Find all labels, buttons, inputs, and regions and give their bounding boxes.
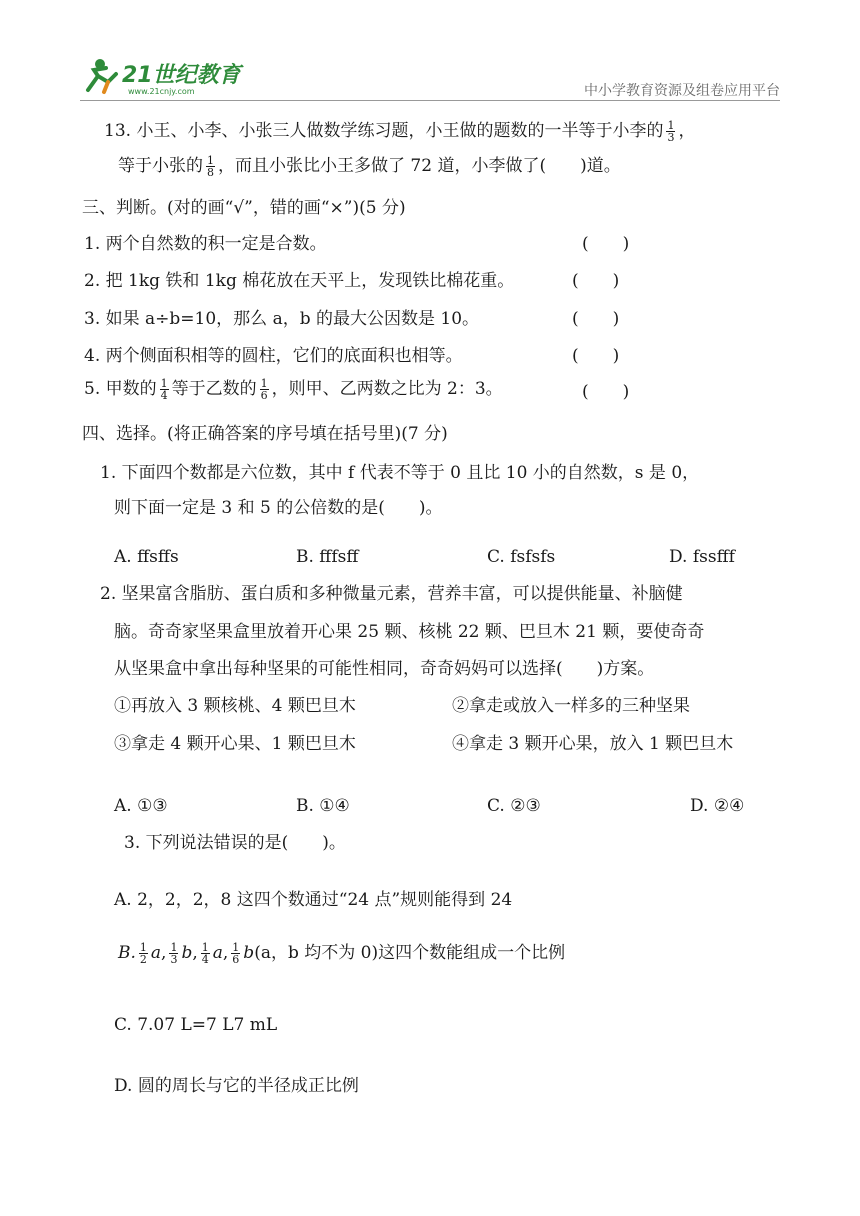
choice2-option-c[interactable]: C. ②③ — [487, 796, 541, 816]
choice3-option-b[interactable]: B. $\frac{1}{2}$ a, $\frac{1}{3}$ b, $\frac{1}{4}$ a, $\frac{1}{6}$ b(a，b 均不为 0)这四个数能组成一个比例 — [118, 941, 566, 966]
choice2-plan-2: ②拿走或放入一样多的三种坚果 — [452, 696, 690, 716]
fraction: $\frac{1}{4}$ — [201, 941, 209, 966]
section3-heading: 三、判断。(对的画“√”，错的画“×”)(5 分) — [82, 198, 406, 218]
judge-blank-1[interactable]: ( ) — [582, 234, 630, 254]
choice3-stem: 3. 下列说法错误的是( )。 — [124, 833, 346, 853]
choice1-line2: 则下面一定是 3 和 5 的公倍数的是( )。 — [114, 498, 443, 518]
header-divider — [80, 100, 780, 101]
fraction: $\frac{1}{6}$ — [232, 941, 240, 966]
choice2-line2: 脑。奇奇家坚果盒里放着开心果 25 颗、核桃 22 颗、巴旦木 21 颗，要使奇奇 — [114, 622, 705, 642]
choice1-option-b[interactable]: B. fffsff — [296, 547, 359, 567]
choice1-line1: 1. 下面四个数都是六位数，其中 f 代表不等于 0 且比 10 小的自然数，s 是 0， — [100, 463, 700, 483]
runner-logo-icon — [80, 52, 280, 102]
fraction: $\frac{1}{8}$ — [207, 154, 214, 179]
fraction: $\frac{1}{3}$ — [667, 119, 675, 144]
q13-line2: 等于小张的 $\frac{1}{8}$ ，而且小张比小王多做了 72 道，小李做了( )道。 — [118, 154, 621, 179]
choice2-option-a[interactable]: A. ①③ — [114, 796, 168, 816]
judge-blank-5[interactable]: ( ) — [582, 382, 630, 402]
choice3-option-d[interactable]: D. 圆的周长与它的半径成正比例 — [114, 1076, 359, 1096]
svg-text:21世纪教育: 21世纪教育 — [122, 63, 241, 88]
fraction: $\frac{1}{3}$ — [170, 941, 178, 966]
section4-heading: 四、选择。(将正确答案的序号填在括号里)(7 分) — [82, 424, 448, 444]
fraction: $\frac{1}{6}$ — [260, 377, 268, 402]
fraction: $\frac{1}{2}$ — [139, 941, 147, 966]
judge-item-4: 4. 两个侧面积相等的圆柱，它们的底面积也相等。 — [84, 346, 463, 366]
logo — [80, 52, 280, 102]
choice2-option-d[interactable]: D. ②④ — [690, 796, 745, 816]
judge-blank-2[interactable]: ( ) — [572, 271, 620, 291]
choice1-option-d[interactable]: D. fssfff — [669, 547, 735, 567]
judge-item-5: 5. 甲数的 $\frac{1}{4}$ 等于乙数的 $\frac{1}{6}$ ，则甲、乙两数之比为 2：3。 — [84, 377, 503, 402]
choice2-plan-1: ①再放入 3 颗核桃、4 颗巴旦木 — [114, 696, 356, 716]
choice1-option-c[interactable]: C. fsfsfs — [487, 547, 556, 567]
judge-item-1: 1. 两个自然数的积一定是合数。 — [84, 234, 327, 254]
choice3-option-a[interactable]: A. 2，2，2，8 这四个数通过“24 点”规则能得到 24 — [114, 890, 513, 910]
fraction: $\frac{1}{4}$ — [160, 377, 168, 402]
choice2-plan-4: ④拿走 3 颗开心果，放入 1 颗巴旦木 — [452, 734, 734, 754]
svg-text:www.21cnjy.com: www.21cnjy.com — [128, 87, 195, 96]
choice2-option-b[interactable]: B. ①④ — [296, 796, 350, 816]
judge-item-2: 2. 把 1kg 铁和 1kg 棉花放在天平上，发现铁比棉花重。 — [84, 271, 515, 291]
choice2-line1: 2. 坚果富含脂肪、蛋白质和多种微量元素，营养丰富，可以提供能量、补脑健 — [100, 584, 683, 604]
choice2-line3: 从坚果盒中拿出每种坚果的可能性相同，奇奇妈妈可以选择( )方案。 — [114, 659, 655, 679]
choice1-option-a[interactable]: A. ffsffs — [114, 547, 179, 567]
platform-name: 中小学教育资源及组卷应用平台 — [584, 83, 780, 99]
choice3-option-c[interactable]: C. 7.07 L=7 L7 mL — [114, 1015, 278, 1035]
judge-blank-4[interactable]: ( ) — [572, 346, 620, 366]
judge-blank-3[interactable]: ( ) — [572, 309, 620, 329]
judge-item-3: 3. 如果 a÷b=10，那么 a，b 的最大公因数是 10。 — [84, 309, 480, 329]
q13-line1: 13. 小王、小李、小张三人做数学练习题，小王做的题数的一半等于小李的 $\frac{1}{3}$ ， — [104, 119, 696, 144]
choice2-plan-3: ③拿走 4 颗开心果、1 颗巴旦木 — [114, 734, 356, 754]
